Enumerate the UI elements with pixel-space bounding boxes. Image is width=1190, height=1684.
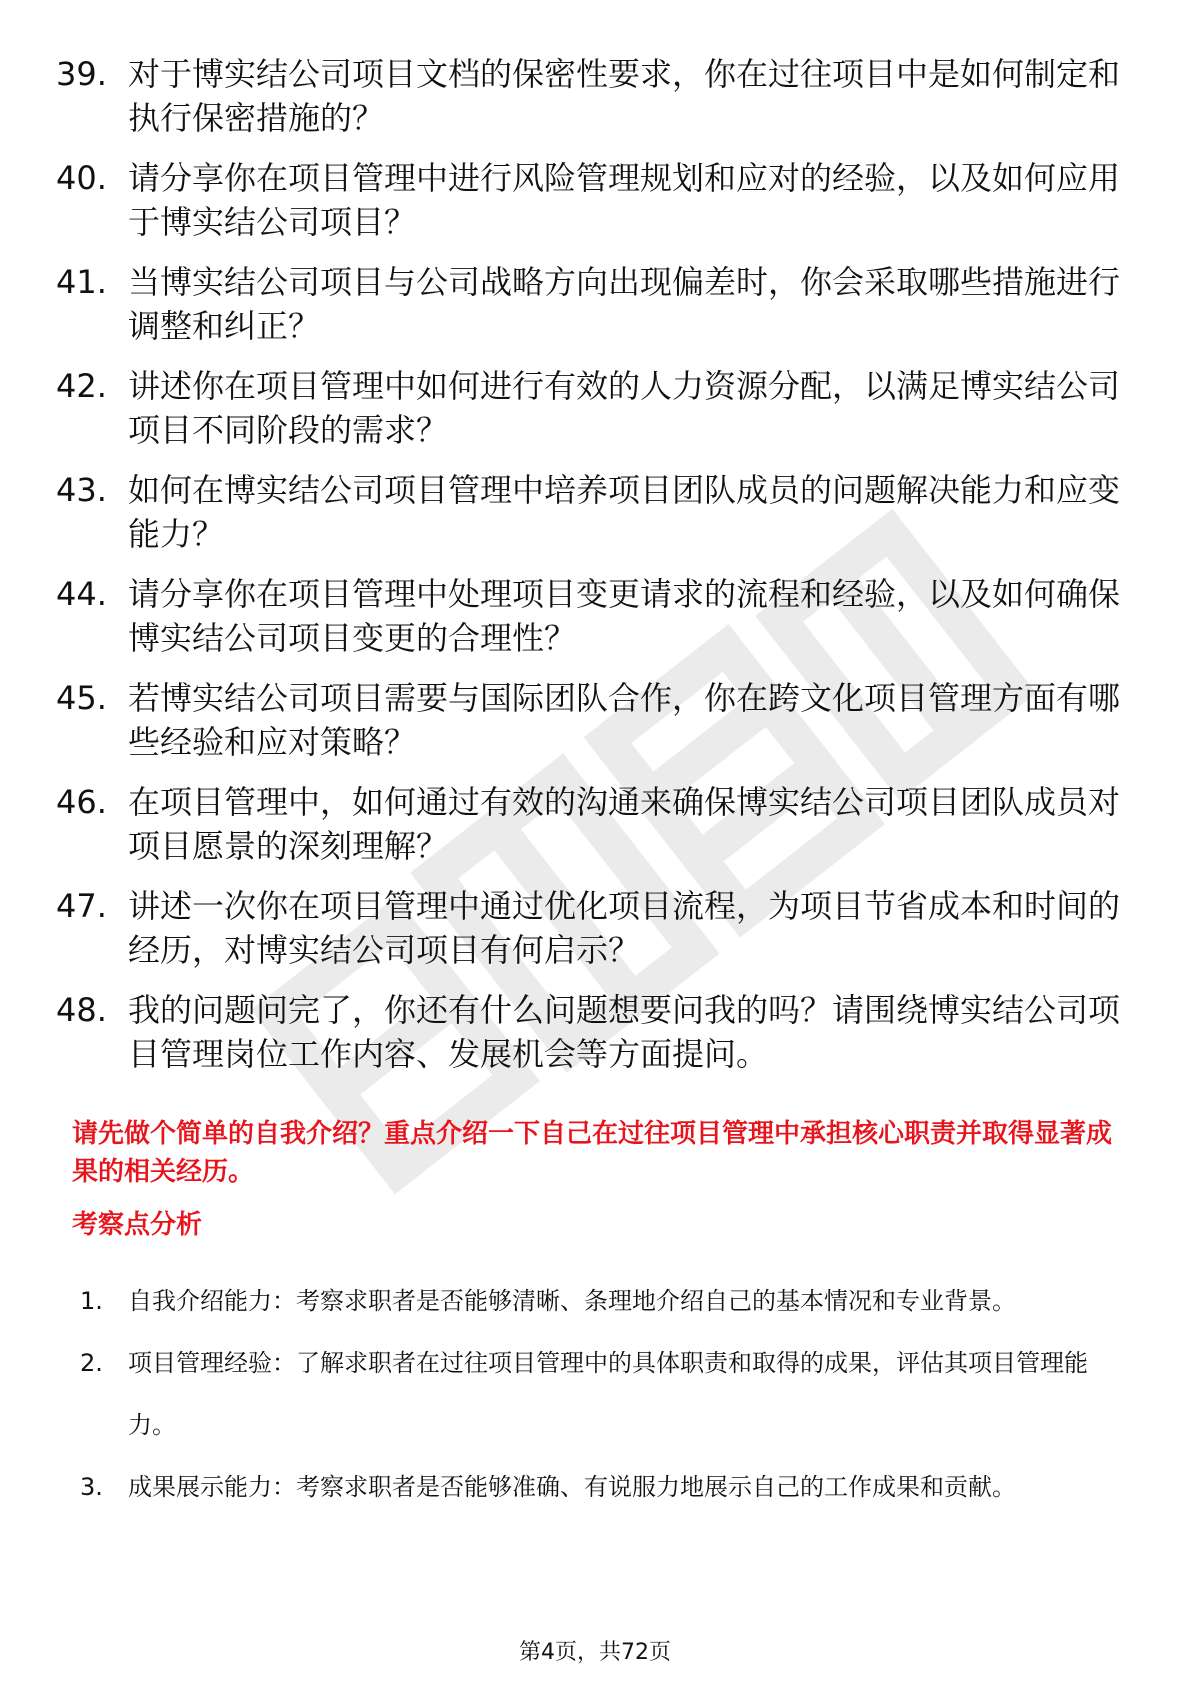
question-number: 40. [56, 159, 107, 197]
question-list [56, 52, 1136, 1092]
question-text: 若博实结公司项目需要与国际团队合作，你在跨文化项目管理方面有哪些经验和应对策略？ [128, 679, 1121, 761]
question-item [56, 572, 1136, 660]
question-text: 请分享你在项目管理中处理项目变更请求的流程和经验，以及如何确保博实结公司项目变更的合理性？ [128, 575, 1121, 657]
analysis-number: 1. [80, 1287, 103, 1315]
analysis-item [80, 1332, 1130, 1456]
question-text: 我的问题问完了，你还有什么问题想要问我的吗？请围绕博实结公司项目管理岗位工作内容、发展机会等方面提问。 [128, 991, 1121, 1073]
question-number: 43. [56, 471, 107, 509]
question-item [56, 468, 1136, 556]
question-text: 讲述一次你在项目管理中通过优化项目流程，为项目节省成本和时间的经历，对博实结公司项目有何启示？ [128, 887, 1121, 969]
page-footer: 第4页，共72页 [519, 1640, 671, 1665]
question-text: 当博实结公司项目与公司战略方向出现偏差时，你会采取哪些措施进行调整和纠正？ [128, 263, 1121, 345]
question-number: 44. [56, 575, 107, 613]
question-number: 39. [56, 55, 107, 93]
question-number: 46. [56, 783, 107, 821]
question-item [56, 884, 1136, 972]
question-text: 讲述你在项目管理中如何进行有效的人力资源分配，以满足博实结公司项目不同阶段的需求？ [128, 367, 1121, 449]
analysis-text: 项目管理经验：了解求职者在过往项目管理中的具体职责和取得的成果，评估其项目管理能力。 [128, 1349, 1088, 1439]
analysis-list [80, 1270, 1130, 1518]
analysis-text: 自我介绍能力：考察求职者是否能够清晰、条理地介绍自己的基本情况和专业背景。 [128, 1287, 1016, 1315]
analysis-item [80, 1456, 1130, 1518]
question-item [56, 676, 1136, 764]
analysis-item [80, 1270, 1130, 1332]
question-item [56, 988, 1136, 1076]
question-item [56, 364, 1136, 452]
question-number: 47. [56, 887, 107, 925]
highlight-question: 请先做个简单的自我介绍？重点介绍一下自己在过往项目管理中承担核心职责并取得显著成果的相关经历。 [72, 1119, 1113, 1187]
question-number: 41. [56, 263, 107, 301]
question-text: 请分享你在项目管理中进行风险管理规划和应对的经验，以及如何应用于博实结公司项目？ [128, 159, 1121, 241]
question-item [56, 260, 1136, 348]
question-item [56, 780, 1136, 868]
question-number: 48. [56, 991, 107, 1029]
question-number: 45. [56, 679, 107, 717]
question-item [56, 156, 1136, 244]
question-number: 42. [56, 367, 107, 405]
question-text: 在项目管理中，如何通过有效的沟通来确保博实结公司项目团队成员对项目愿景的深刻理解？ [128, 783, 1121, 865]
question-text: 如何在博实结公司项目管理中培养项目团队成员的问题解决能力和应变能力？ [128, 471, 1121, 553]
analysis-number: 2. [80, 1349, 103, 1377]
analysis-text: 成果展示能力：考察求职者是否能够准确、有说服力地展示自己的工作成果和贡献。 [128, 1473, 1016, 1501]
analysis-number: 3. [80, 1473, 103, 1501]
analysis-title: 考察点分析 [72, 1210, 203, 1240]
question-text: 对于博实结公司项目文档的保密性要求，你在过往项目中是如何制定和执行保密措施的？ [128, 55, 1121, 137]
question-item [56, 52, 1136, 140]
